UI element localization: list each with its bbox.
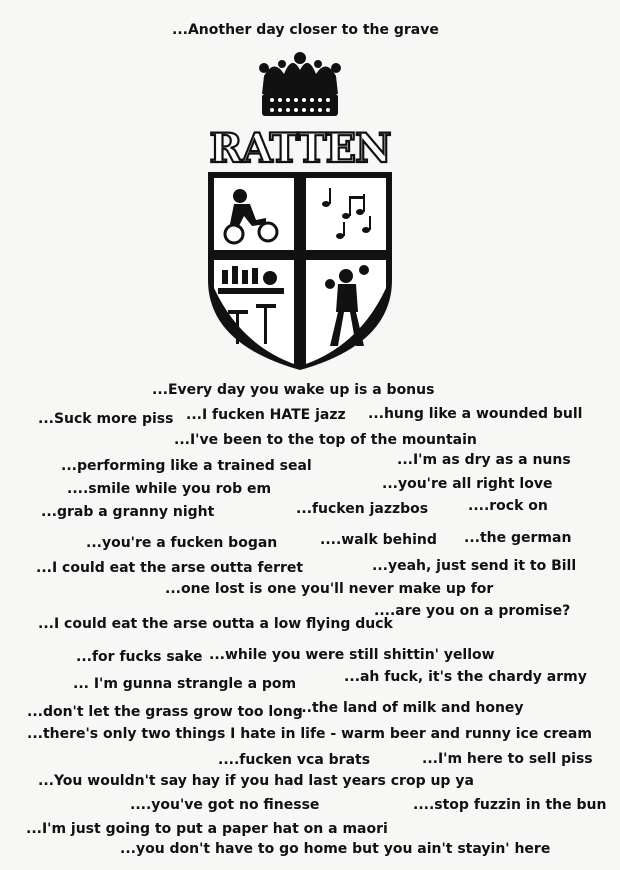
phrase-31: ....you've got no finesse — [130, 797, 320, 813]
phrase-3: ...I fucken HATE jazz — [186, 407, 346, 423]
phrase-10: ...grab a granny night — [41, 504, 215, 520]
ratten-logo — [200, 48, 400, 378]
phrase-13: ...you're a fucken bogan — [86, 535, 278, 551]
phrase-20: ....are you on a promise? — [374, 603, 571, 619]
phrase-30: ...You wouldn't say hay if you had last years crop up ya — [38, 773, 474, 789]
phrase-27: ...there's only two things I hate in life - warm beer and runny ice cream — [27, 726, 592, 742]
phrase-8: ....smile while you rob em — [67, 481, 272, 497]
phrase-25: ...don't let the grass grow too long — [27, 704, 303, 720]
phrase-32: ....stop fuzzin in the bun — [413, 797, 607, 813]
phrase-12: ....rock on — [468, 498, 548, 514]
phrase-29: ...I'm here to sell piss — [422, 751, 593, 767]
phrase-34: ...you don't have to go home but you ain't stayin' here — [120, 841, 551, 857]
phrase-24: ...ah fuck, it's the chardy army — [344, 669, 587, 685]
heading: ...Another day closer to the grave — [172, 22, 439, 38]
phrase-16: ...I could eat the arse outta ferret — [36, 560, 304, 576]
phrase-28: ....fucken vca brats — [218, 752, 371, 768]
phrase-5: ...I've been to the top of the mountain — [174, 432, 477, 448]
phrase-33: ...I'm just going to put a paper hat on a maori — [26, 821, 388, 837]
phrase-1: ...Every day you wake up is a bonus — [152, 382, 435, 398]
phrase-4: ...hung like a wounded bull — [368, 406, 583, 422]
shield-icon — [208, 172, 392, 370]
phrase-19: ...I could eat the arse outta a low flying duck — [38, 616, 393, 632]
phrase-15: ...the german — [464, 530, 572, 546]
phrase-22: ...while you were still shittin' yellow — [209, 647, 495, 663]
phrase-18: ...one lost is one you'll never make up for — [165, 581, 494, 597]
phrase-7: ...I'm as dry as a nuns — [397, 452, 571, 468]
phrase-26: ...the land of milk and honey — [296, 700, 524, 716]
phrase-21: ...for fucks sake — [76, 649, 203, 665]
crown-icon — [259, 52, 341, 116]
phrase-11: ...fucken jazzbos — [296, 501, 429, 517]
phrase-2: ...Suck more piss — [38, 411, 174, 427]
phrase-23: ... I'm gunna strangle a pom — [73, 676, 297, 692]
phrase-17: ...yeah, just send it to Bill — [372, 558, 577, 574]
phrase-9: ...you're all right love — [382, 476, 553, 492]
logo-title: RATTEN — [209, 125, 391, 172]
phrase-6: ...performing like a trained seal — [61, 458, 312, 474]
phrase-14: ....walk behind — [320, 532, 437, 548]
